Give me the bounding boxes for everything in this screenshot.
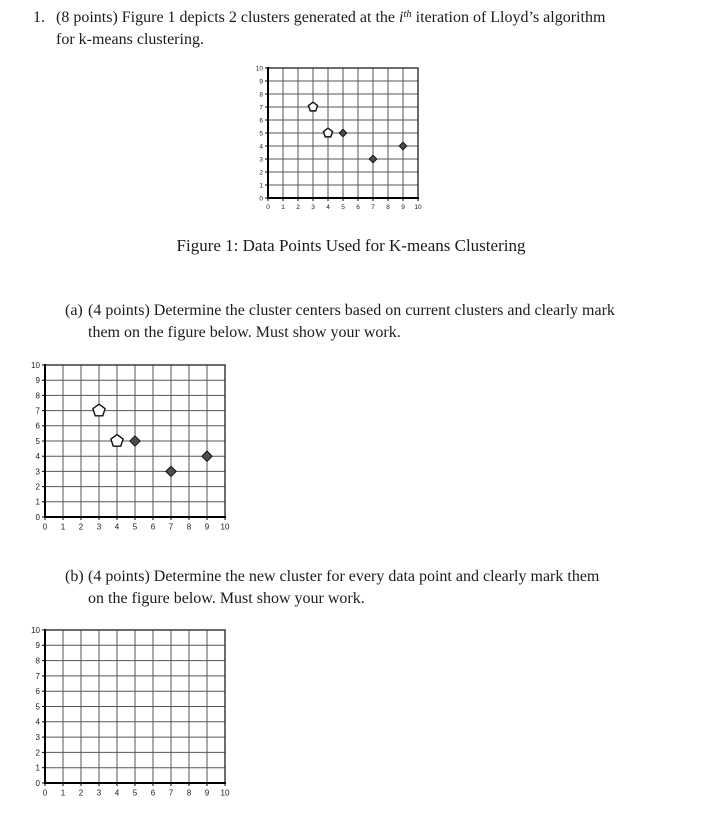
svg-text:9: 9 (259, 78, 263, 86)
problem-text-post: iteration of Lloyd’s algorithm (411, 9, 606, 26)
svg-text:3: 3 (259, 156, 263, 164)
problem-statement (33, 7, 693, 50)
svg-text:1: 1 (60, 522, 66, 532)
part-a-figure-container (20, 355, 235, 537)
svg-text:3: 3 (96, 522, 102, 532)
svg-text:10: 10 (220, 522, 230, 532)
part-a-line-2: them on the figure below. Must show your work. (88, 323, 401, 341)
svg-text:7: 7 (259, 104, 263, 112)
svg-text:5: 5 (259, 130, 263, 138)
figure1-caption: Figure 1: Data Points Used for K-means Clustering (176, 236, 526, 255)
svg-text:2: 2 (259, 169, 263, 177)
part-b-label: (b) (65, 568, 84, 585)
svg-text:9: 9 (35, 376, 40, 386)
svg-text:3: 3 (35, 732, 40, 742)
svg-text:0: 0 (266, 204, 270, 211)
figure1-scatter-grid (240, 62, 430, 217)
problem-line-2: for k-means clustering. (56, 30, 204, 48)
problem-line-1 (56, 7, 693, 29)
svg-text:5: 5 (35, 702, 40, 712)
svg-text:8: 8 (35, 391, 40, 401)
svg-text:5: 5 (132, 788, 138, 798)
part-b-statement (65, 566, 685, 609)
svg-text:10: 10 (255, 65, 263, 73)
svg-text:1: 1 (35, 763, 40, 773)
svg-text:10: 10 (31, 360, 40, 370)
svg-text:5: 5 (132, 522, 138, 532)
part-b-line-2: on the figure below. Must show your work. (88, 589, 365, 607)
svg-text:8: 8 (186, 788, 192, 798)
part-a-label: (a) (65, 302, 83, 319)
part-a-scatter-grid (20, 355, 235, 537)
svg-text:2: 2 (78, 788, 84, 798)
problem-text-pre: (8 points) Figure 1 depicts 2 clusters generated at the (56, 9, 400, 26)
svg-text:0: 0 (35, 512, 40, 522)
svg-text:10: 10 (31, 625, 40, 635)
svg-text:4: 4 (259, 143, 263, 151)
svg-text:10: 10 (414, 204, 422, 211)
svg-text:1: 1 (281, 204, 285, 211)
svg-text:6: 6 (150, 522, 156, 532)
svg-text:7: 7 (168, 788, 174, 798)
svg-text:0: 0 (42, 522, 48, 532)
problem-number: 1. (33, 9, 45, 26)
svg-text:3: 3 (311, 204, 315, 211)
svg-text:6: 6 (35, 687, 40, 697)
svg-text:9: 9 (204, 522, 210, 532)
svg-text:0: 0 (259, 195, 263, 203)
svg-text:7: 7 (35, 671, 40, 681)
svg-text:1: 1 (35, 497, 40, 507)
part-b-line-1: (4 points) Determine the new cluster for every data point and clearly mark them (88, 568, 600, 585)
svg-text:0: 0 (35, 778, 40, 788)
svg-text:6: 6 (356, 204, 360, 211)
svg-text:3: 3 (35, 467, 40, 477)
svg-text:2: 2 (296, 204, 300, 211)
figure1-container (240, 62, 430, 217)
math-i: i (399, 9, 404, 26)
svg-text:5: 5 (35, 436, 40, 446)
svg-text:6: 6 (150, 788, 156, 798)
part-b-empty-grid (20, 620, 235, 804)
svg-text:4: 4 (35, 452, 40, 462)
part-a-line-1: (4 points) Determine the cluster centers based on current clusters and clearly mark (88, 302, 615, 319)
svg-text:3: 3 (96, 788, 102, 798)
part-a-statement (65, 300, 685, 343)
svg-text:9: 9 (204, 788, 210, 798)
svg-text:4: 4 (326, 204, 330, 211)
math-th-superscript: th (403, 9, 412, 20)
svg-text:9: 9 (401, 204, 405, 211)
svg-text:6: 6 (35, 421, 40, 431)
svg-text:8: 8 (186, 522, 192, 532)
svg-text:0: 0 (42, 788, 48, 798)
svg-text:9: 9 (35, 641, 40, 651)
svg-text:7: 7 (371, 204, 375, 211)
svg-text:4: 4 (114, 788, 120, 798)
svg-text:2: 2 (35, 482, 40, 492)
svg-text:7: 7 (35, 406, 40, 416)
svg-text:1: 1 (60, 788, 66, 798)
svg-text:4: 4 (114, 522, 120, 532)
svg-text:8: 8 (35, 656, 40, 666)
svg-text:5: 5 (341, 204, 345, 211)
svg-text:6: 6 (259, 117, 263, 125)
svg-text:4: 4 (35, 717, 40, 727)
svg-text:8: 8 (386, 204, 390, 211)
part-b-figure-container (20, 620, 235, 804)
svg-text:10: 10 (220, 788, 230, 798)
svg-text:8: 8 (259, 91, 263, 99)
svg-text:2: 2 (78, 522, 84, 532)
svg-text:2: 2 (35, 748, 40, 758)
svg-text:1: 1 (259, 182, 263, 190)
svg-text:7: 7 (168, 522, 174, 532)
